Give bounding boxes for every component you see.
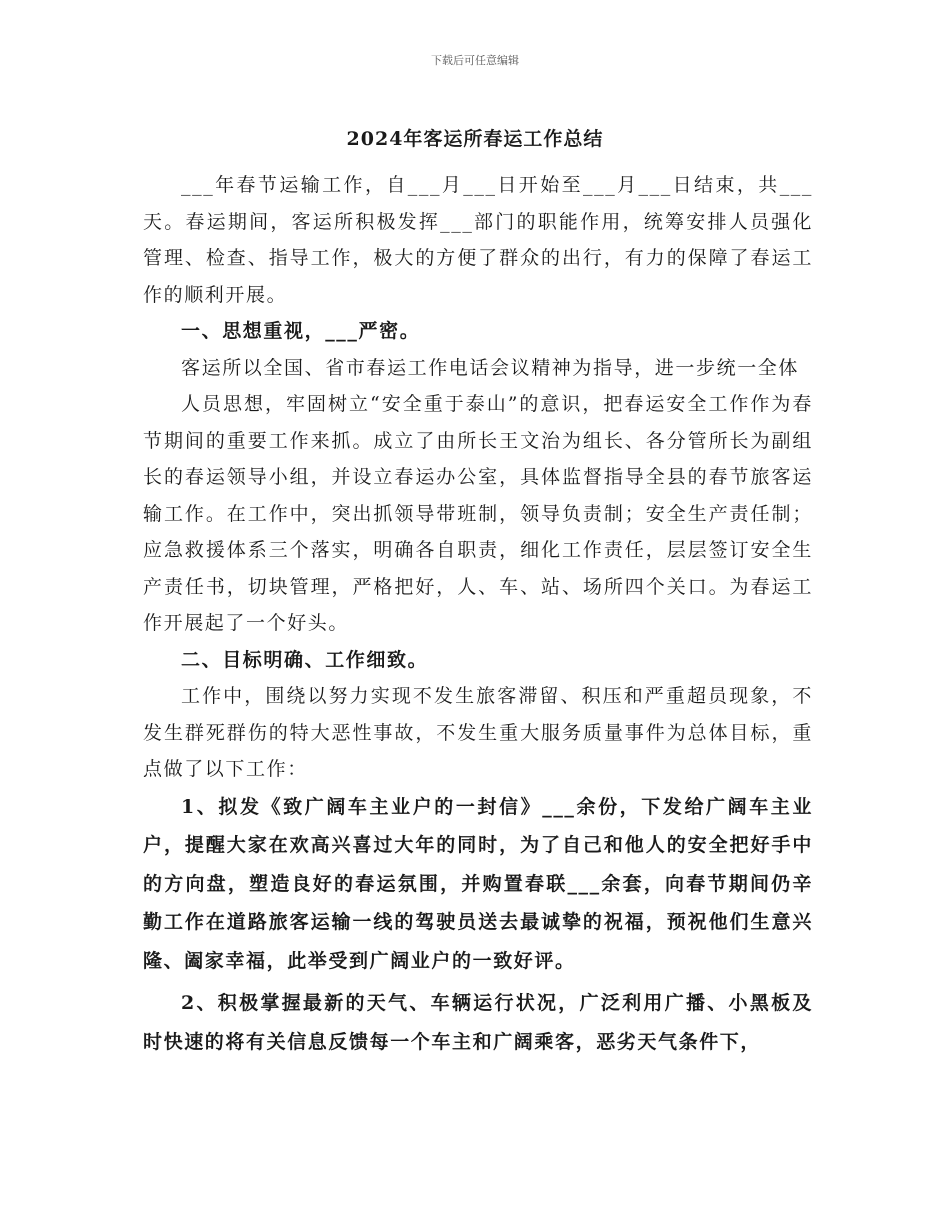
document-body [143,167,813,1061]
section-heading-2: 二、目标明确、工作细致。 [181,648,429,671]
list-item-2: 2、积极掌握最新的天气、车辆运行状况，广泛利用广播、小黑板及时快速的将有关信息反馈每一个车主和广阔乘客，恶劣天气条件下， [143,992,813,1053]
header-note: 下载后可任意编辑 [431,54,519,67]
paragraph: 人员思想，牢固树立“安全重于泰山”的意识，把春运安全工作作为春节期间的重要工作来抓。成立了由所长王文治为组长、各分管所长为副组长的春运领导小组，并设立春运办公室，具体监督指导全县的春节旅客运输工作。在工作中，突出抓领导带班制，领导负责制；安全生产责任制；应急救援体系三个落实，明确各自职责，细化工作责任，层层签订安全生产责任书，切块管理，严格把好，人、车、站、场所四个关口。为春运工作开展起了一个好头。 [143,393,813,634]
section-heading-1: 一、思想重视，___严密。 [181,320,421,342]
page-title: 2024年客运所春运工作总结 [346,128,604,150]
list-item-1: 1、拟发《致广阔车主业户的一封信》___余份，下发给广阔车主业户，提醒大家在欢高兴喜过大年的同时，为了自己和他人的安全把好手中的方向盘，塑造良好的春运氛围，并购置春联___余套，向春节期间仍辛勤工作在道路旅客运输一线的驾驶员送去最诚挚的祝福，预祝他们生意兴隆、阖家幸福，此举受到广阔业户的一致好评。 [143,795,813,972]
paragraph: 客运所以全国、省市春运工作电话会议精神为指导，进一步统一全体 [181,356,800,379]
paragraph: 工作中，围绕以努力实现不发生旅客滞留、积压和严重超员现象，不发生群死群伤的特大恶性事故，不发生重大服务质量事件为总体目标，重点做了以下工作： [143,685,813,780]
paragraph-intro: ___年春节运输工作，自___月___日开始至___月___日结束，共___天。春运期间，客运所积极发挥___部门的职能作用，统筹安排人员强化管理、检查、指导工作，极大的方便了群众的出行，有力的保障了春运工作的顺利开展。 [143,174,813,306]
